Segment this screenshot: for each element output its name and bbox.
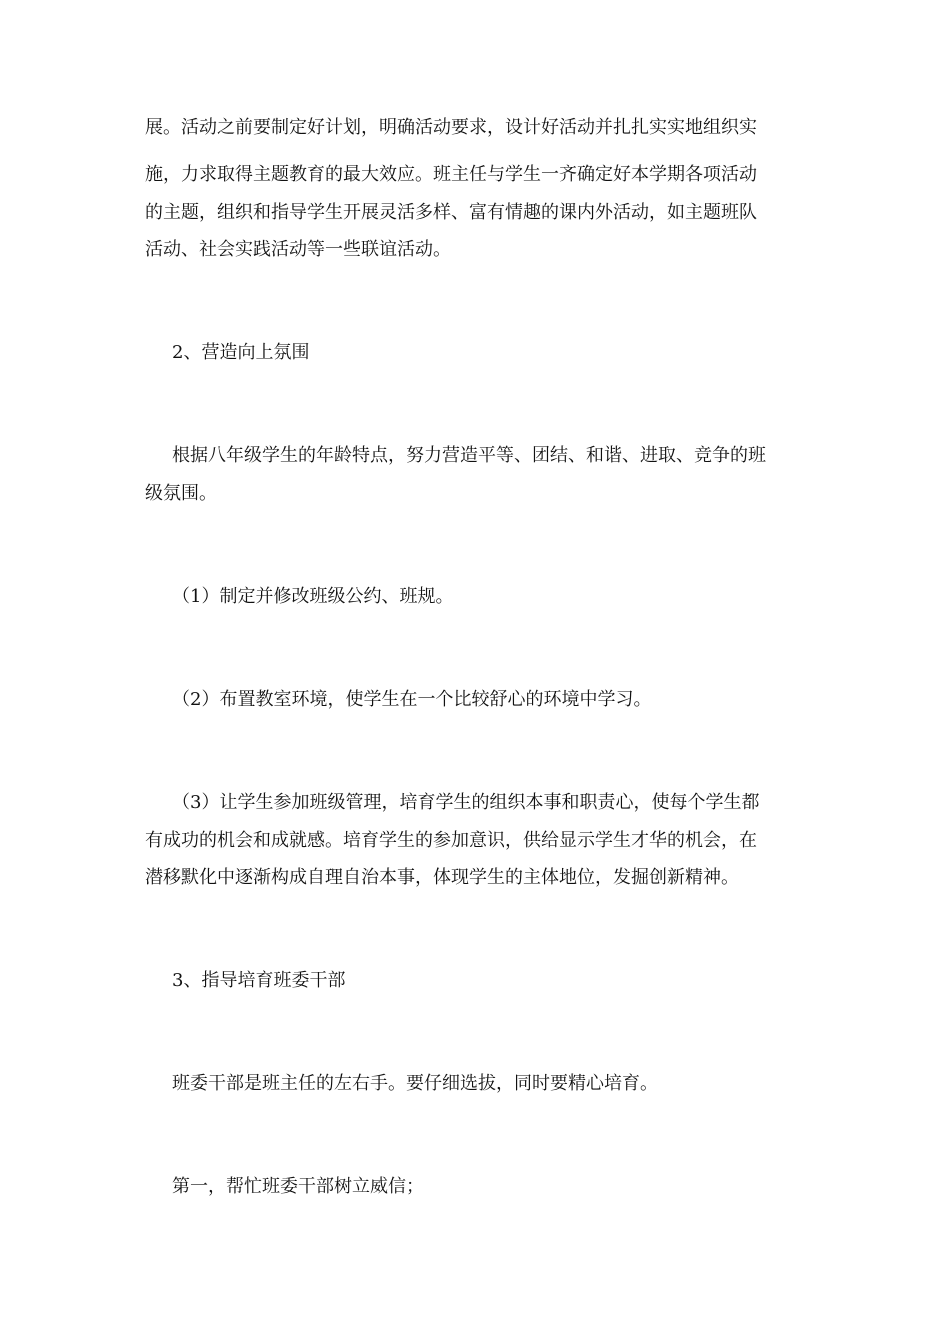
paragraph-line: 第一，帮忙班委干部树立威信； xyxy=(172,1176,424,1197)
list-item: （1）制定并修改班级公约、班规。 xyxy=(172,586,454,607)
list-item: （2）布置教室环境，使学生在一个比较舒心的环境中学习。 xyxy=(172,689,652,710)
paragraph-line: 潜移默化中逐渐构成自理自治本事，体现学生的主体地位，发掘创新精神。 xyxy=(145,867,739,888)
section-heading: 3、指导培育班委干部 xyxy=(172,970,346,991)
section-heading: 2、营造向上氛围 xyxy=(172,342,310,363)
paragraph-line: 班委干部是班主任的左右手。要仔细选拔，同时要精心培育。 xyxy=(172,1073,658,1094)
list-item: （3）让学生参加班级管理，培育学生的组织本事和职责心，使每个学生都 xyxy=(172,792,760,813)
paragraph-line: 的主题，组织和指导学生开展灵活多样、富有情趣的课内外活动，如主题班队 xyxy=(145,202,757,223)
paragraph-line: 级氛围。 xyxy=(145,483,217,504)
paragraph-line: 活动、社会实践活动等一些联谊活动。 xyxy=(145,239,451,260)
paragraph-line: 展。活动之前要制定好计划，明确活动要求，设计好活动并扎扎实实地组织实 xyxy=(145,117,757,138)
paragraph-line: 根据八年级学生的年龄特点，努力营造平等、团结、和谐、进取、竞争的班 xyxy=(172,445,766,466)
paragraph-line: 有成功的机会和成就感。培育学生的参加意识，供给显示学生才华的机会，在 xyxy=(145,830,757,851)
paragraph-line: 施，力求取得主题教育的最大效应。班主任与学生一齐确定好本学期各项活动 xyxy=(145,164,757,185)
